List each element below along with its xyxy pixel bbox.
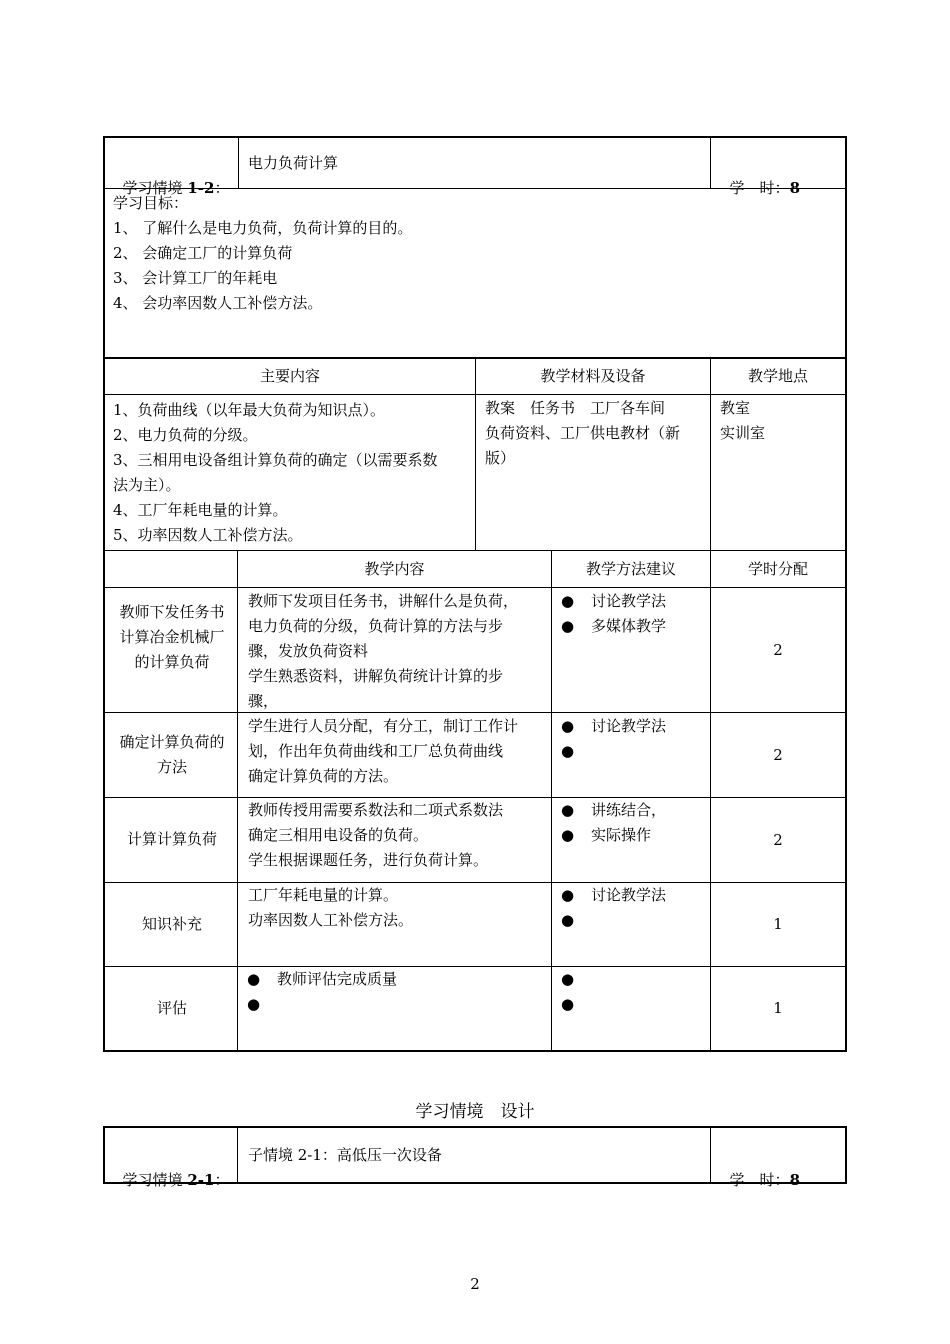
location-line-1: 教室: [720, 399, 751, 417]
row1-methods: [561, 589, 666, 639]
row2-content-line-2: 划，作出年负荷曲线和工厂总负荷曲线: [248, 742, 504, 760]
situation-label-colon: ：: [214, 179, 230, 197]
row1-hours: 2: [773, 641, 783, 659]
row1-content-line-4: 学生熟悉资料，讲解负荷统计计算的步: [248, 667, 504, 685]
bullet-icon: ●: [561, 617, 575, 635]
hours-total-label: 学 时：: [729, 179, 790, 197]
method-text: 实际操作: [591, 826, 652, 844]
materials-line-3: 版）: [485, 449, 516, 467]
bullet-icon: ●: [561, 826, 575, 844]
table1-line-h6: [103, 712, 847, 713]
row4-content-line-2: 功率因数人工补偿方法。: [248, 911, 414, 929]
row2-methods: [561, 714, 666, 764]
method-item: [561, 823, 666, 848]
method-item: [561, 614, 666, 639]
row2-content-line-1: 学生进行人员分配，有分工，制订工作计: [248, 717, 519, 735]
content-item: [247, 967, 397, 992]
row3-methods: [561, 798, 666, 848]
bullet-icon: ●: [561, 995, 575, 1013]
main-content-line-2: 2、电力负荷的分级。: [113, 426, 258, 444]
content-item: [247, 992, 397, 1017]
method-item: [561, 908, 666, 933]
method-item: [561, 739, 666, 764]
header-materials: 教学材料及设备: [540, 367, 646, 385]
row4-content-line-1: 工厂年耗电量的计算。: [248, 886, 399, 904]
column-teaching-content: 教学内容: [364, 560, 425, 578]
bullet-icon: ●: [247, 995, 261, 1013]
method-item: [561, 798, 666, 823]
row5-methods: [561, 967, 591, 1017]
row2-hours: 2: [773, 746, 783, 764]
table2-label-colon: ：: [214, 1171, 230, 1189]
main-content-line-6: 5、功率因数人工补偿方法。: [113, 526, 303, 544]
objective-item-2: 2、 会确定工厂的计算负荷: [113, 244, 293, 262]
bullet-icon: ●: [561, 970, 575, 988]
method-item: [561, 992, 591, 1017]
method-text: 讨论教学法: [591, 592, 667, 610]
situation-label-number: 1-2: [187, 179, 215, 197]
bullet-icon: ●: [561, 742, 575, 760]
table2-label-text: 学习情境: [122, 1171, 188, 1189]
table2-border-top: [103, 1126, 847, 1128]
method-item: [561, 714, 666, 739]
main-content-line-3: 3、三相用电设备组计算负荷的确定（以需要系数: [113, 451, 438, 469]
row4-methods: [561, 883, 666, 933]
row1-content-line-5: 骤，: [248, 692, 279, 710]
table2-line-v2: [710, 1126, 711, 1184]
bullet-icon: ●: [247, 970, 261, 988]
table1-line-h8: [103, 882, 847, 883]
table1-border-left: [103, 136, 105, 1052]
method-text: 讨论教学法: [591, 886, 667, 904]
main-content-line-1: 1、负荷曲线（以年最大负荷为知识点）。: [113, 401, 386, 419]
header-location: 教学地点: [747, 367, 808, 385]
method-text: 讨论教学法: [591, 717, 667, 735]
bullet-icon: ●: [561, 592, 575, 610]
table1-border-bottom: [103, 1050, 847, 1052]
method-item: [561, 589, 666, 614]
row2-content-line-3: 确定计算负荷的方法。: [248, 767, 399, 785]
table2-hours-value: 8: [789, 1171, 800, 1189]
content-text: 教师评估完成质量: [277, 970, 398, 988]
situation-label-text: 学习情境: [122, 179, 188, 197]
bullet-icon: ●: [561, 886, 575, 904]
column-hours: 学时分配: [747, 560, 808, 578]
page-number: 2: [470, 1275, 480, 1293]
hours-total-value: 8: [789, 179, 800, 197]
table1-line-h9: [103, 966, 847, 967]
table1-line-v-header1: [238, 136, 239, 189]
row1-content-line-1: 教师下发项目任务书，讲解什么是负荷，: [248, 592, 519, 610]
table2-label-number: 2-1: [187, 1171, 215, 1189]
table2-hours: [720, 1143, 800, 1193]
situation-title: 电力负荷计算: [248, 154, 339, 172]
main-content-line-4: 法为主）。: [113, 476, 181, 494]
table1-line-v-header2: [710, 136, 711, 189]
row1-title: 教师下发任务书计算冶金机械厂的计算负荷: [119, 603, 225, 671]
location-line-2: 实训室: [720, 424, 766, 442]
row1-content-line-2: 电力负荷的分级，负荷计算的方法与步: [248, 617, 504, 635]
table1-line-h5: [103, 587, 847, 588]
method-text: 讲练结合，: [591, 801, 667, 819]
table2-border-left: [103, 1126, 105, 1184]
row5-content: [247, 967, 397, 1017]
table1-line-v-rows2: [551, 550, 552, 1052]
table1-border-right: [845, 136, 847, 1052]
row1-content-line-3: 骤，发放负荷资料: [248, 642, 369, 660]
row5-hours: 1: [773, 999, 783, 1017]
table1-line-v-rows3: [710, 550, 711, 1052]
bullet-icon: ●: [561, 911, 575, 929]
table2-hours-label: 学 时：: [729, 1171, 790, 1189]
row3-content-line-1: 教师传授用需要系数法和二项式系数法: [248, 801, 504, 819]
table1-border-top: [103, 136, 847, 138]
section2-title: 学习情境 设计: [415, 1102, 535, 1122]
bullet-icon: ●: [561, 801, 575, 819]
column-method: 教学方法建议: [585, 560, 676, 578]
method-item: [561, 883, 666, 908]
objectives-heading: 学习目标：: [113, 194, 189, 212]
table2-border-right: [845, 1126, 847, 1184]
materials-line-1: 教案 任务书 工厂各车间: [485, 399, 666, 417]
row3-content-line-2: 确定三相用电设备的负荷。: [248, 826, 429, 844]
row3-hours: 2: [773, 831, 783, 849]
row3-title: 计算计算负荷: [126, 830, 217, 848]
objective-item-1: 1、 了解什么是电力负荷，负荷计算的目的。: [113, 219, 413, 237]
objective-item-4: 4、 会功率因数人工补偿方法。: [113, 294, 323, 312]
objective-item-3: 3、 会计算工厂的年耗电: [113, 269, 278, 287]
hours-total: [720, 151, 800, 201]
row5-title: 评估: [156, 999, 187, 1017]
table1-line-v-rows1: [237, 550, 238, 1052]
table2-situation-label: [113, 1143, 229, 1193]
table2-line-v1: [237, 1126, 238, 1184]
method-text: 多媒体教学: [591, 617, 667, 635]
row2-title: 确定计算负荷的方法: [119, 733, 225, 776]
main-content-line-5: 4、工厂年耗电量的计算。: [113, 501, 288, 519]
materials-line-2: 负荷资料、工厂供电教材（新: [485, 424, 681, 442]
row3-content-line-3: 学生根据课题任务，进行负荷计算。: [248, 851, 489, 869]
method-item: [561, 967, 591, 992]
row4-hours: 1: [773, 915, 783, 933]
table2-title: 子情境 2-1：高低压一次设备: [248, 1146, 442, 1164]
row4-title: 知识补充: [141, 915, 202, 933]
bullet-icon: ●: [561, 717, 575, 735]
header-main-content: 主要内容: [259, 367, 320, 385]
